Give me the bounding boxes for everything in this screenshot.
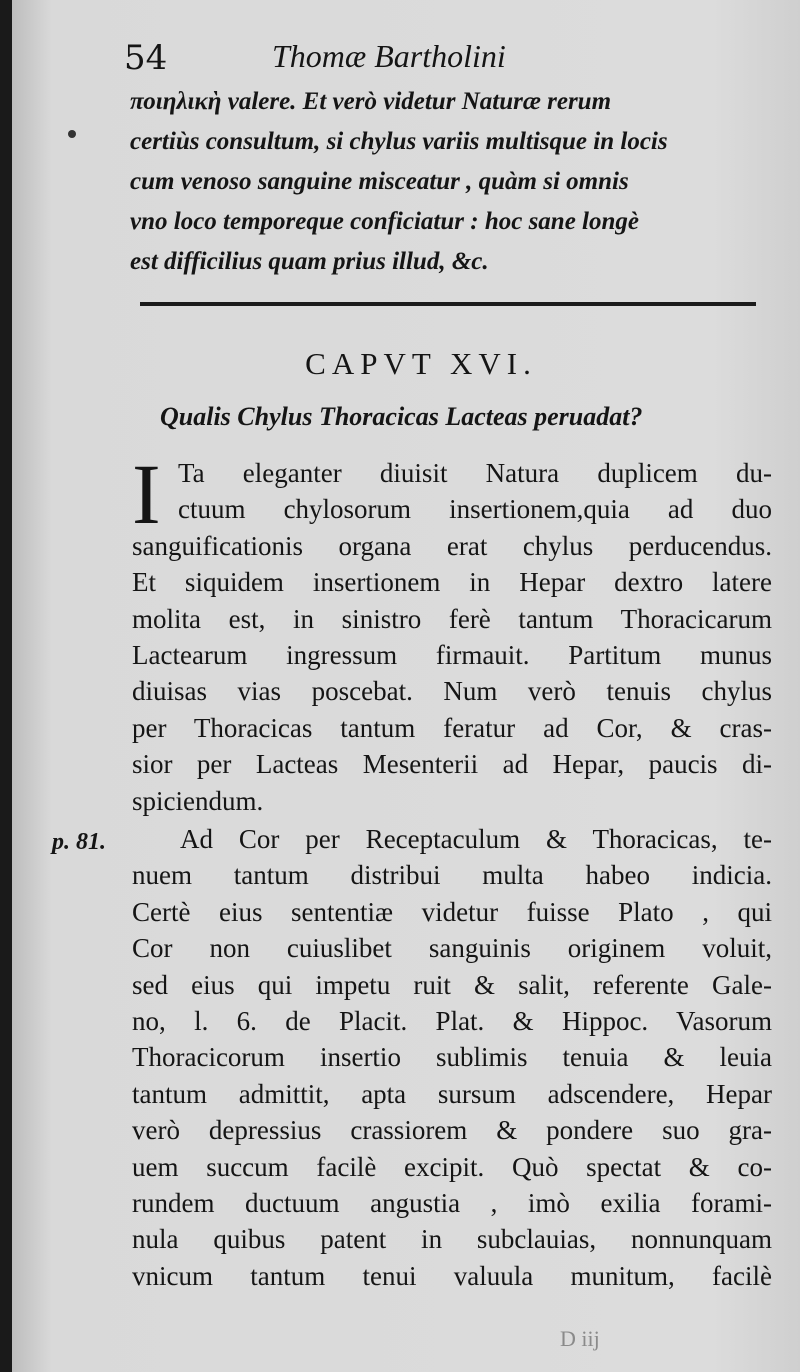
text-line: diuisas vias poscebat. Num verò tenuis chylus bbox=[132, 676, 772, 707]
quote-line: vno loco temporeque conficiatur : hoc sane longè bbox=[130, 208, 639, 235]
running-title: Thomæ Bartholini bbox=[272, 38, 506, 74]
signature-mark: D iij bbox=[560, 1326, 600, 1351]
chapter-title: CAPVT XVI. bbox=[305, 346, 537, 381]
text-line: vnicum tantum tenui valuula munitum, facilè bbox=[132, 1260, 772, 1291]
quote-line: ποιηλικὴ valere. Et verò videtur Naturæ rerum bbox=[130, 88, 612, 115]
text-line: molita est, in sinistro ferè tantum Thoracicarum bbox=[132, 603, 772, 634]
text-line: Certè eius sententiæ videtur fuisse Plato , qui bbox=[132, 896, 772, 927]
page-number: 54 bbox=[124, 38, 168, 78]
text-line: Et siquidem insertionem in Hepar dextro latere bbox=[132, 567, 772, 598]
text-line: sed eius qui impetu ruit & salit, referente Gale- bbox=[132, 969, 772, 1000]
text-line: Thoracicorum insertio sublimis tenuia & leuia bbox=[132, 1042, 772, 1073]
section-divider bbox=[140, 302, 756, 306]
drop-cap: I bbox=[132, 446, 161, 542]
text-line: tantum admittit, apta sursum adscendere, Hepar bbox=[132, 1078, 772, 1109]
ink-dot bbox=[68, 130, 76, 138]
text-line: rundem ductuum angustia , imò exilia forami- bbox=[132, 1187, 772, 1218]
text-line: Ta eleganter diuisit Natura duplicem du- bbox=[178, 458, 772, 488]
paragraph-2 bbox=[132, 821, 772, 1294]
margin-note: p. 81. bbox=[52, 829, 106, 855]
quote-line: est difficilius quam prius illud, &c. bbox=[130, 248, 489, 275]
text-line: nuem tantum distribui multa habeo indicia. bbox=[132, 860, 772, 891]
text-line: sanguificationis organa erat chylus perducendus. bbox=[132, 530, 772, 561]
quoted-passage bbox=[130, 82, 770, 282]
quote-line: certiùs consultum, si chylus variis multisque in locis bbox=[130, 128, 668, 155]
page-header bbox=[124, 38, 764, 84]
quote-line: cum venoso sanguine misceatur , quàm si omnis bbox=[130, 168, 629, 195]
paragraph-1 bbox=[132, 446, 772, 819]
text-line: nula quibus patent in subclauias, nonnunquam bbox=[132, 1224, 772, 1255]
text-line: per Thoracicas tantum feratur ad Cor, & cras- bbox=[132, 712, 772, 743]
text-line: spiciendum. bbox=[132, 785, 264, 816]
text-line: Ad Cor per Receptaculum & Thoracicas, te- bbox=[180, 824, 772, 854]
text-line: uem succum facilè excipit. Quò spectat & co- bbox=[132, 1151, 772, 1182]
text-line: verò depressius crassiorem & pondere suo gra- bbox=[132, 1115, 772, 1146]
text-line: ctuum chylosorum insertionem,quia ad duo bbox=[178, 494, 772, 525]
book-page bbox=[12, 0, 800, 1372]
text-line: Lactearum ingressum firmauit. Partitum munus bbox=[132, 639, 772, 670]
text-line: no, l. 6. de Placit. Plat. & Hippoc. Vasorum bbox=[132, 1005, 772, 1036]
text-line: Cor non cuiuslibet sanguinis originem voluit, bbox=[132, 933, 772, 964]
text-line: sior per Lacteas Mesenterii ad Hepar, paucis di- bbox=[132, 749, 772, 780]
chapter-subtitle: Qualis Chylus Thoracicas Lacteas peruadat? bbox=[160, 402, 643, 431]
